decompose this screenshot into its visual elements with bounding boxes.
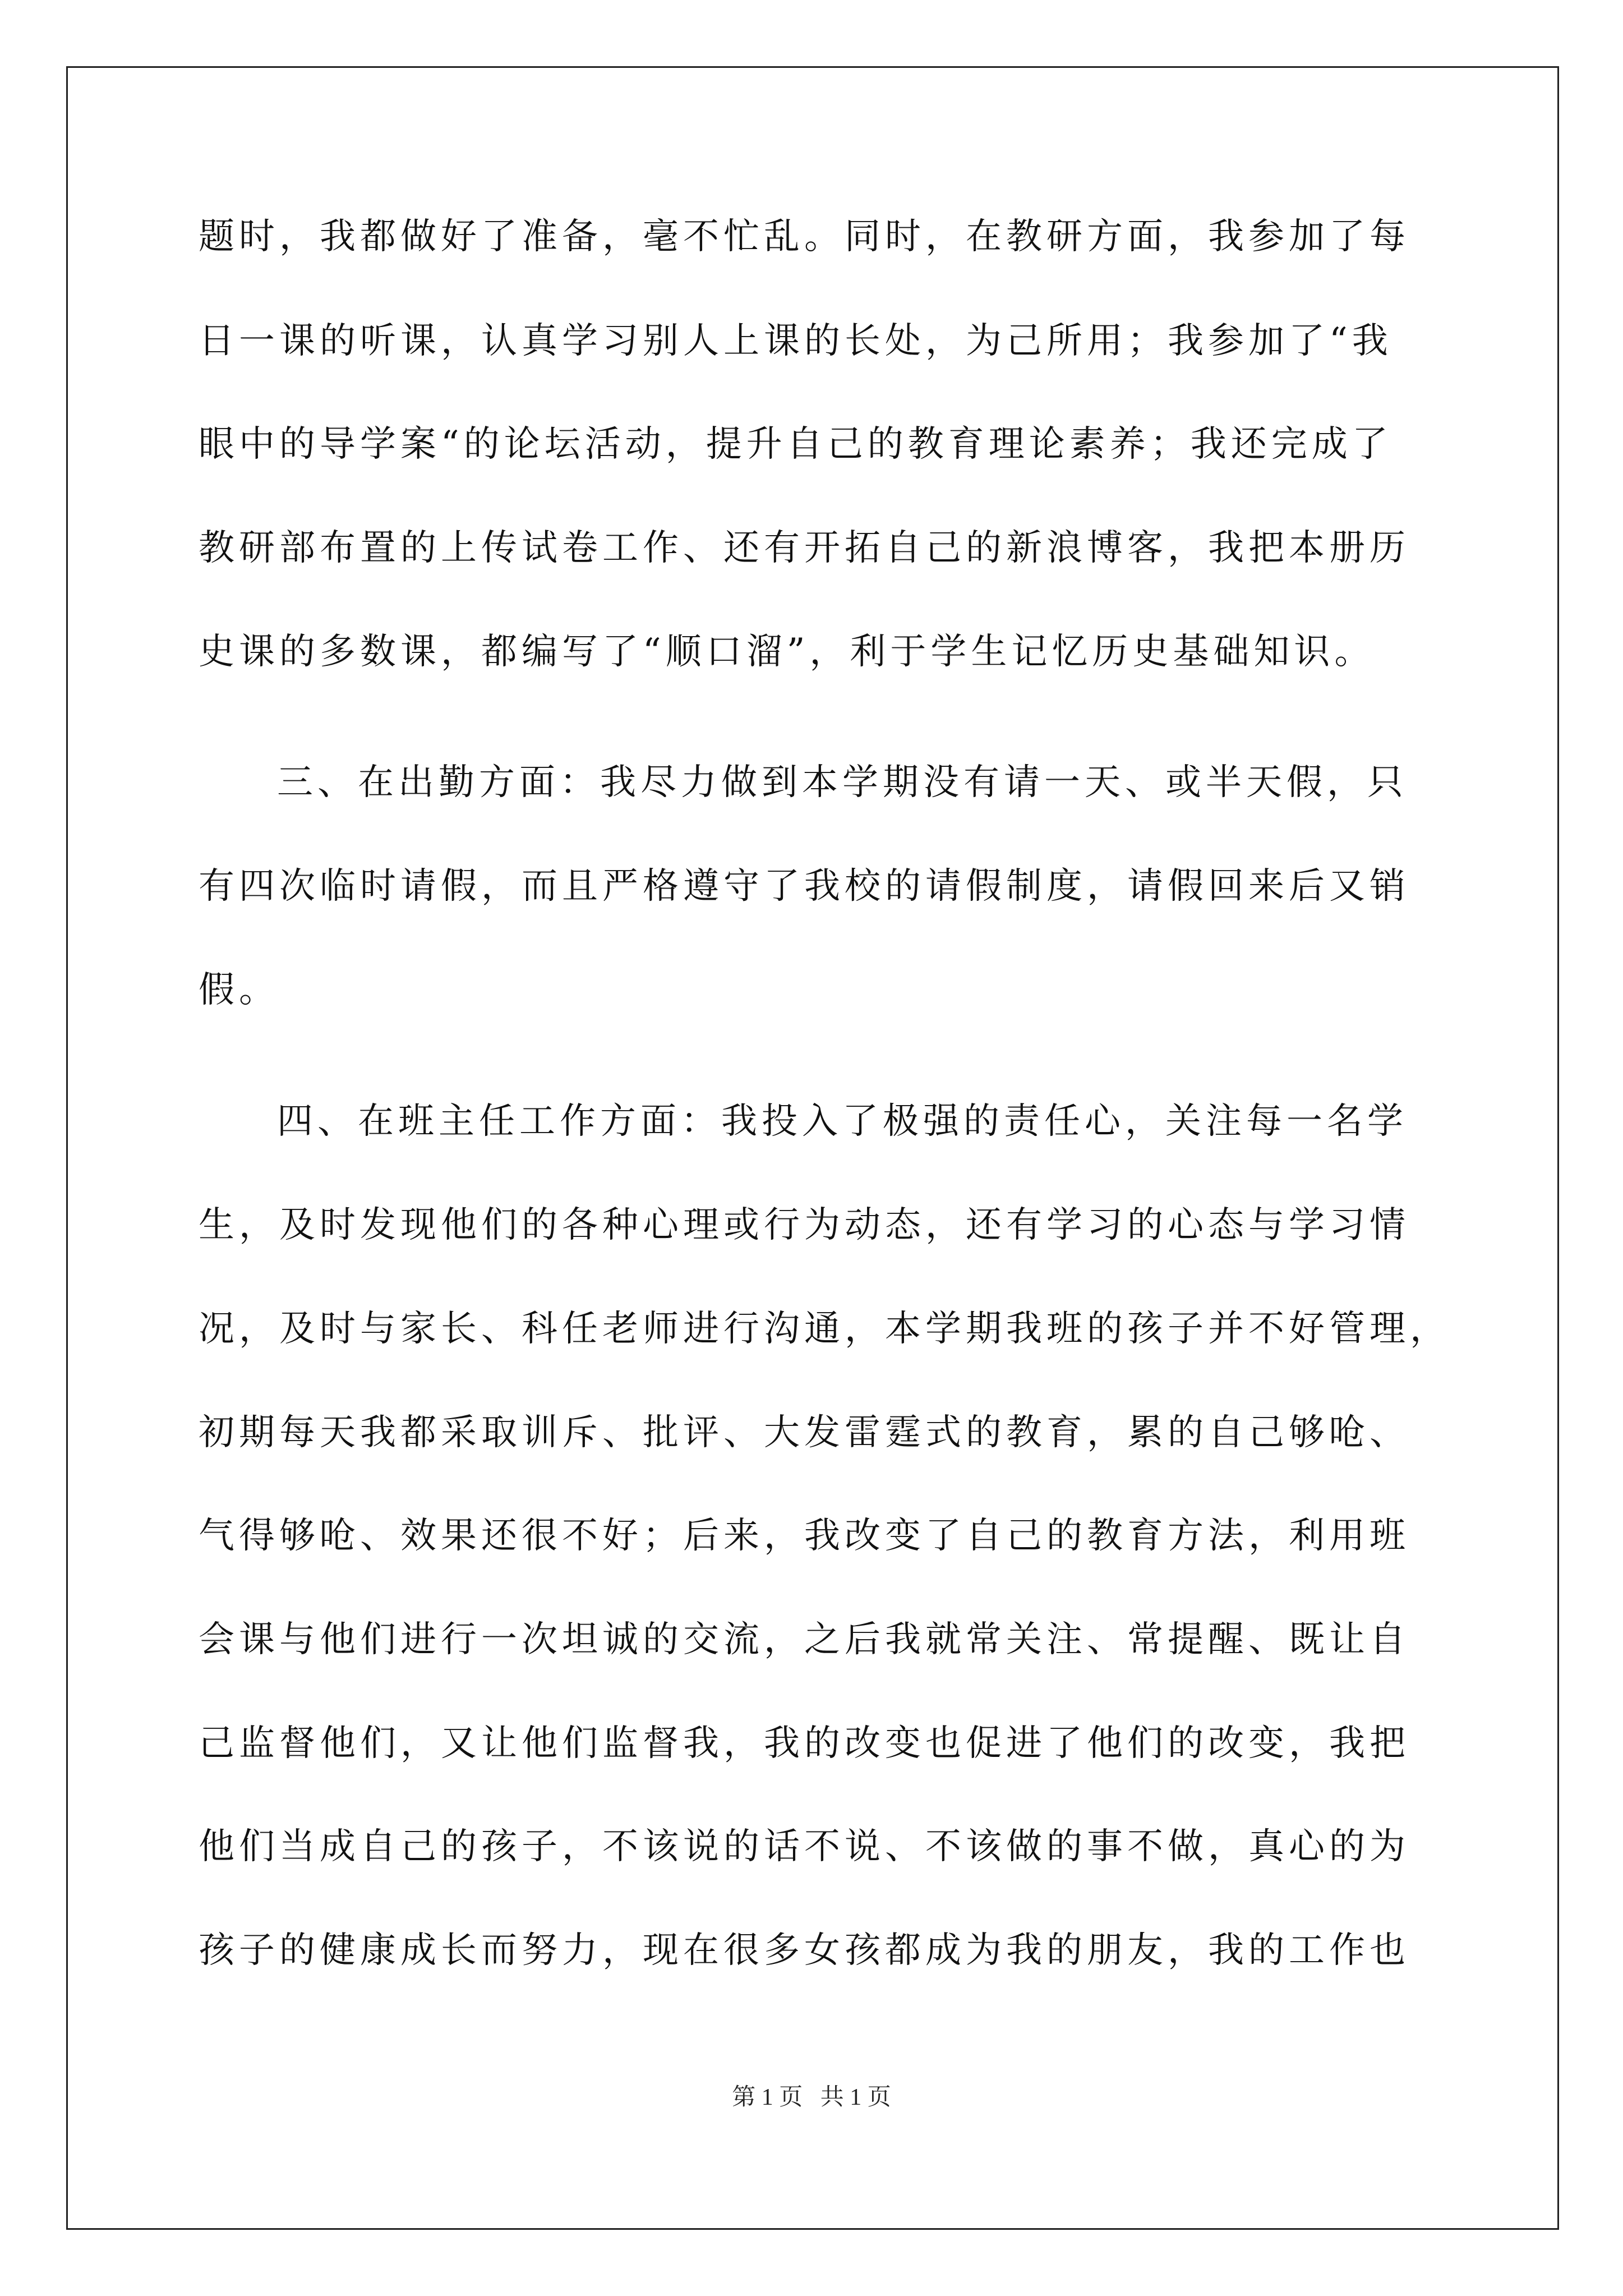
paragraph-start-line: 三、在出勤方面：我尽力做到本学期没有请一天、或半天假，只 bbox=[277, 762, 1408, 803]
text-line: 会课与他们进行一次坦诚的交流，之后我就常关注、常提醒、既让自 bbox=[199, 1619, 1410, 1660]
page-border bbox=[66, 66, 1559, 2230]
paragraph-start-line: 四、在班主任工作方面：我投入了极强的责任心，关注每一名学 bbox=[277, 1101, 1408, 1142]
page-number-footer: 第 1 页 共 1 页 bbox=[732, 2085, 891, 2110]
text-line: 有四次临时请假，而且严格遵守了我校的请假制度，请假回来后又销 bbox=[199, 866, 1410, 907]
text-line: 题时，我都做好了准备，毫不忙乱。同时，在教研方面，我参加了每 bbox=[199, 216, 1410, 257]
text-line: 假。 bbox=[199, 969, 279, 1011]
text-line: 况，及时与家长、科任老师进行沟通，本学期我班的孩子并不好管理， bbox=[199, 1308, 1450, 1350]
text-line: 日一课的听课，认真学习别人上课的长处，为己所用；我参加了“我 bbox=[199, 320, 1393, 362]
text-line: 教研部布置的上传试卷工作、还有开拓自己的新浪博客，我把本册历 bbox=[199, 527, 1410, 569]
text-line: 孩子的健康成长而努力，现在很多女孩都成为我的朋友，我的工作也 bbox=[199, 1930, 1410, 1971]
text-line: 气得够呛、效果还很不好；后来，我改变了自己的教育方法，利用班 bbox=[199, 1515, 1410, 1557]
text-line: 眼中的导学案“的论坛活动，提升自己的教育理论素养；我还完成了 bbox=[199, 424, 1393, 465]
text-line: 己监督他们，又让他们监督我，我的改变也促进了他们的改变，我把 bbox=[199, 1723, 1410, 1764]
text-line: 他们当成自己的孩子，不该说的话不说、不该做的事不做，真心的为 bbox=[199, 1826, 1410, 1867]
text-line: 史课的多数课，都编写了“顺口溜”，利于学生记忆历史基础知识。 bbox=[199, 631, 1375, 673]
text-line: 生，及时发现他们的各种心理或行为动态，还有学习的心态与学习情 bbox=[199, 1204, 1410, 1246]
text-line: 初期每天我都采取训斥、批评、大发雷霆式的教育，累的自己够呛、 bbox=[199, 1412, 1410, 1453]
